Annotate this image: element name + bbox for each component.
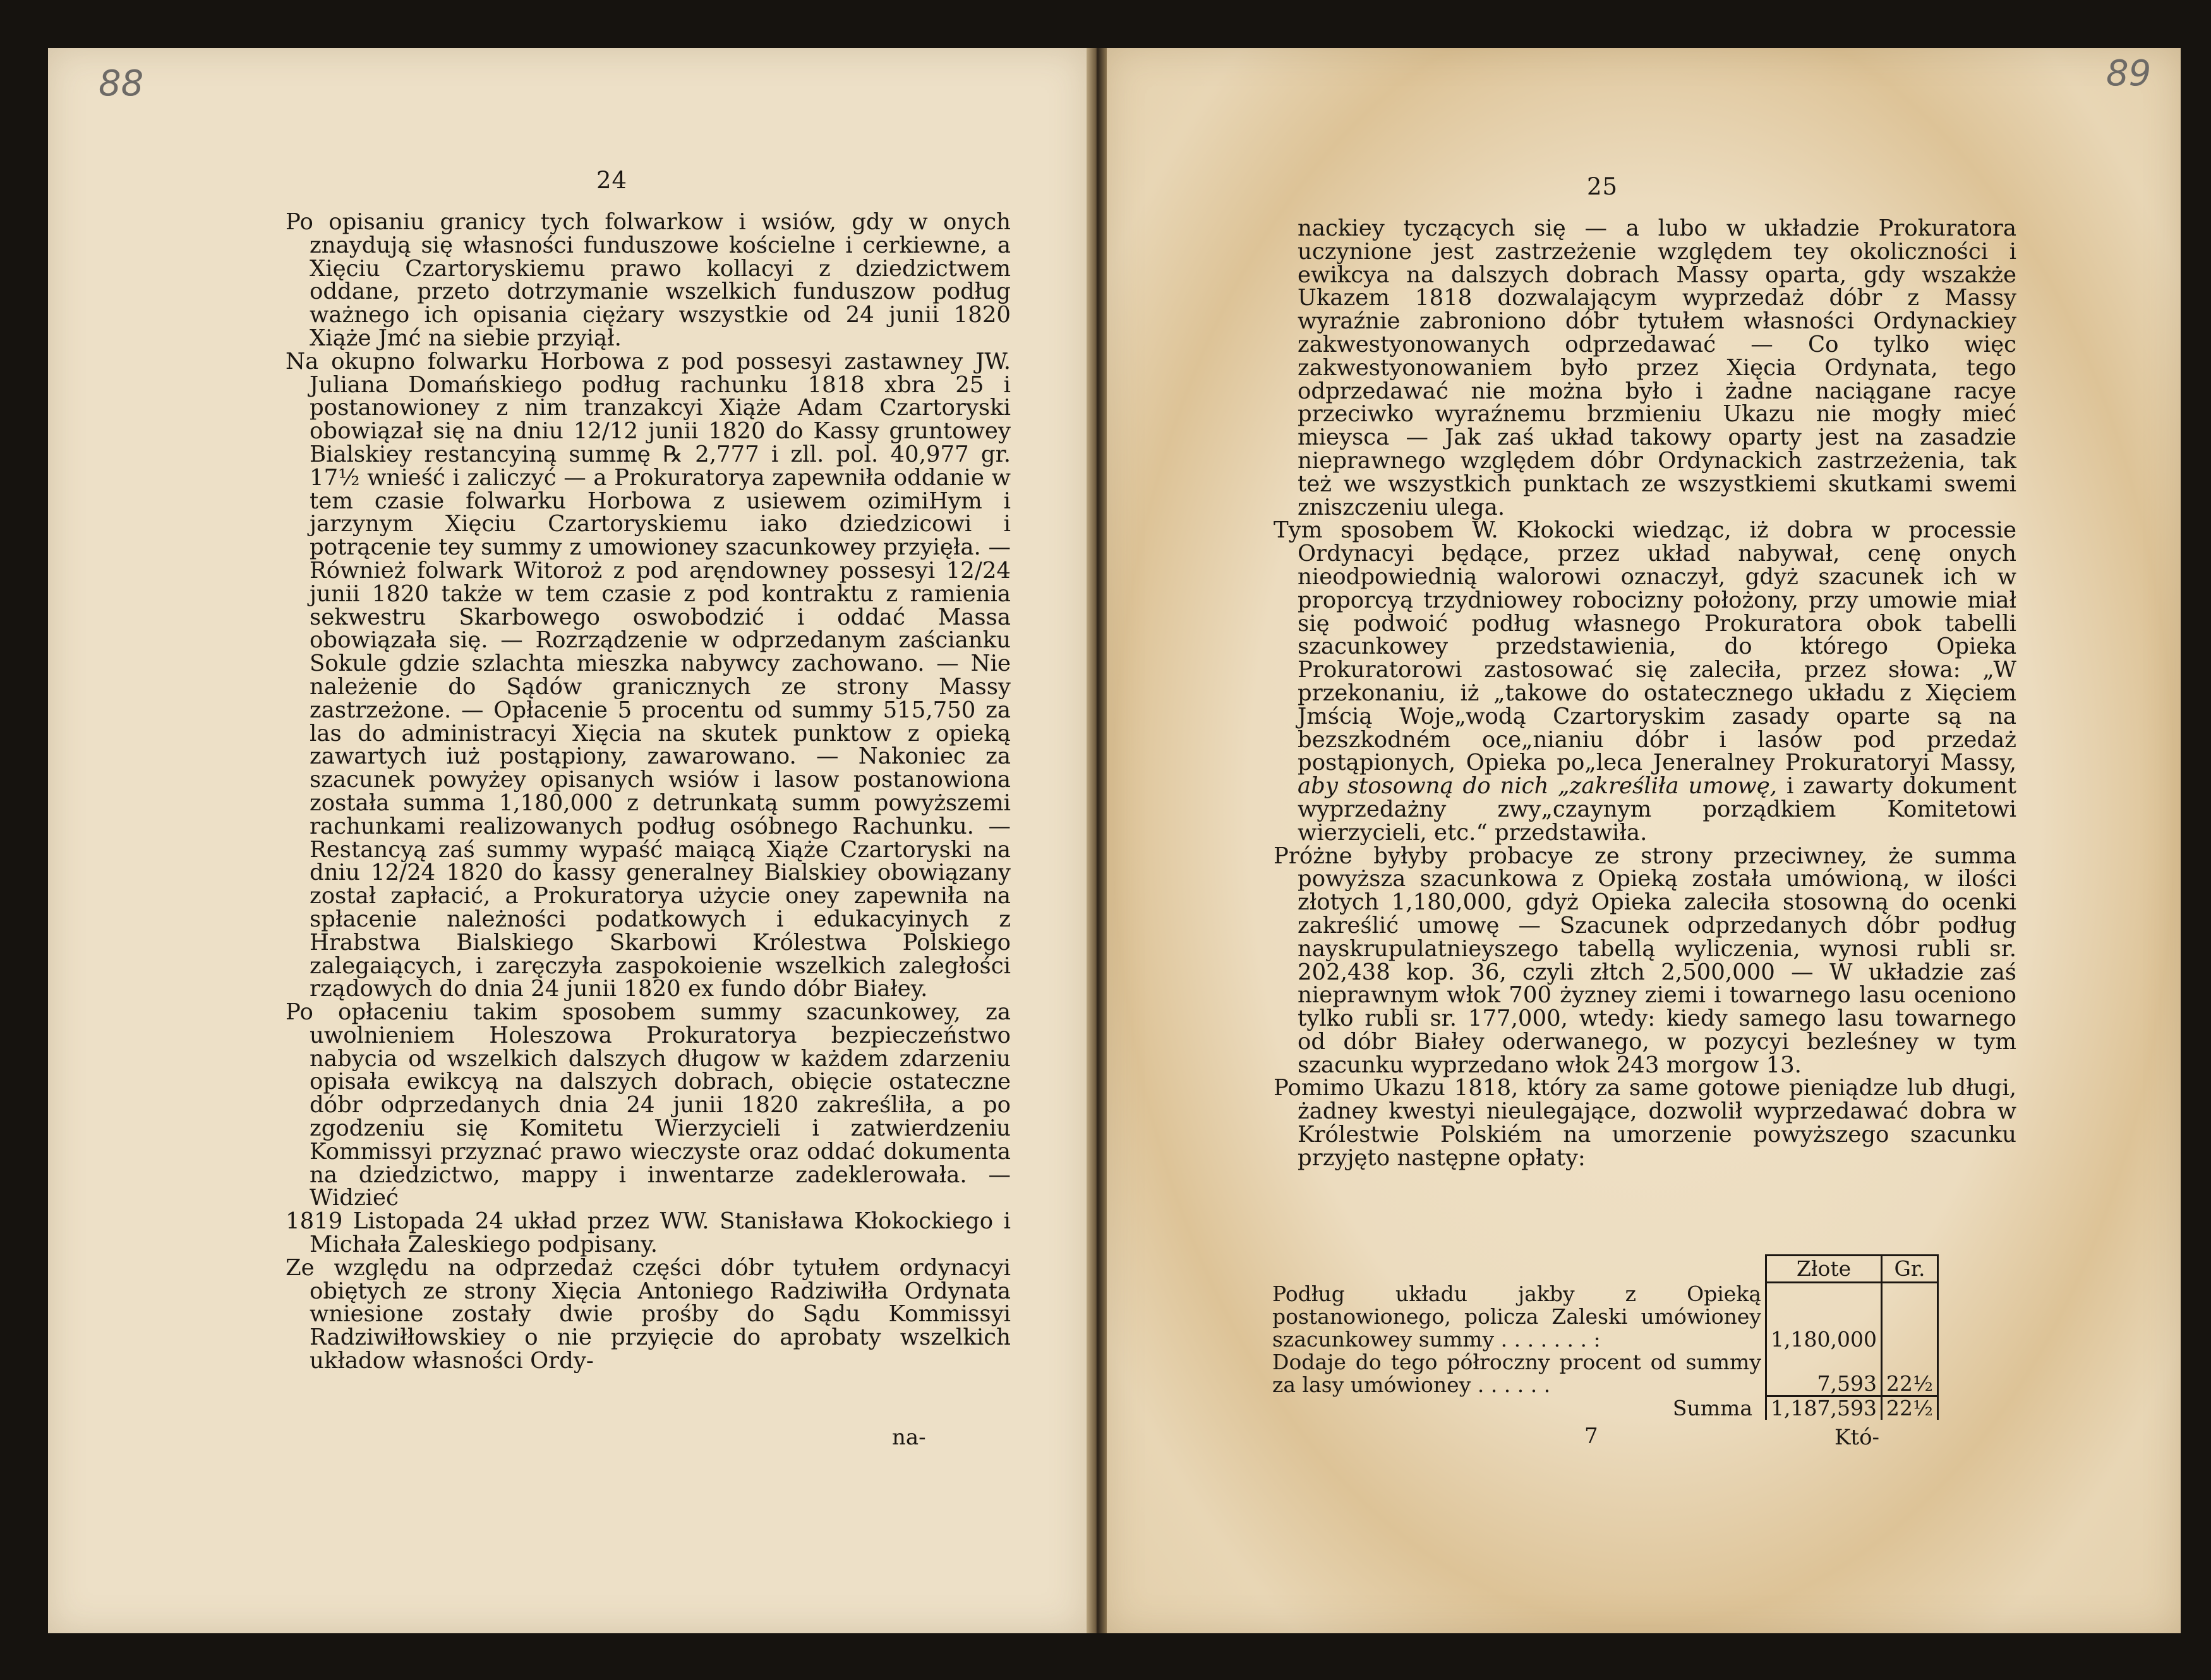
row-gr xyxy=(1881,1283,1937,1351)
right-body-text xyxy=(1274,217,2016,1170)
row-label: Dodaje do tego półroczny procent od summy za lasy umówioney . . . . . . xyxy=(1272,1349,1761,1397)
table-row xyxy=(1268,1351,1937,1396)
right-pencil-folio: 89 xyxy=(2106,53,2152,94)
row-zlote: 1,180,000 xyxy=(1766,1283,1882,1351)
book-gutter xyxy=(1087,48,1107,1633)
header-gr: Gr. xyxy=(1881,1256,1937,1283)
row-label: Summa xyxy=(1672,1396,1752,1420)
paragraph xyxy=(1274,519,2016,844)
payment-table xyxy=(1268,1254,1939,1420)
paragraph: 1819 Listopada 24 układ przez WW. Stanisława Kłokockiego i Michała Zaleskiego podpisany. xyxy=(286,1208,1011,1258)
row-gr: 22½ xyxy=(1881,1396,1937,1420)
left-pencil-folio: 88 xyxy=(99,63,144,104)
left-page-number: 24 xyxy=(596,167,628,194)
row-label: Podług układu jakby z Opieką postanowionego, policza Zaleski umówioney szacunkowey summy . . . . . . . : xyxy=(1272,1281,1761,1352)
left-page xyxy=(48,48,1087,1633)
paragraph-text: Tym sposobem W. Kłokocki wiedząc, iż dobra w processie Ordynacyi będące, przez układ nabywał, cenę onych nieodpowiednią walorowi oznaczył, gdyż szacunek ich w proporcyą trzydniowey robocizny położony, przy umowie miał się podwoić podług własnego Prokuratora obok tabelli szacunkowey przedstawienia, do którego Opieka Prokuratorowi zastosować się zaleciła, przez słowa: „W przekonaniu, iż „takowe do ostatecznego układu z Xięciem Jmścią Woje„wodą Czartoryskim zasady oparte są na bezszkodném oce„nianiu dóbr i lasów pod przedaż postąpionych, Opieka po„leca Jeneralney Prokuratoryi Massy, xyxy=(1274,517,2016,776)
paragraph: Po opisaniu granicy tych folwarkow i wsiów, gdy w onych znaydują się własności funduszowe kościelne i cerkiewne, a Xięciu Czartoryskiemu prawo kollacyi z dziedzictwem oddane, przeto dotrzymanie wszelkich funduszow podług ważnego ich opisania ciężary wszystkie od 24 junii 1820 Xiąże Jmć na siebie przyiął. xyxy=(286,209,1011,351)
header-zlote: Złote xyxy=(1766,1256,1882,1283)
right-page-number: 25 xyxy=(1587,173,1618,200)
paragraph: Pomimo Ukazu 1818, który za same gotowe pieniądze lub długi, żadney kwestyi nieulegające, dozwolił wyprzedawać dobra w Królestwie Polskiém na umorzenie powyższego szacunku przyjęto następne opłaty: xyxy=(1274,1075,2016,1171)
row-zlote: 1,187,593 xyxy=(1766,1396,1882,1420)
paragraph: Ze względu na odprzedaż części dóbr tytułem ordynacyi obiętych ze strony Xięcia Antoniego Radziwiłła Ordynata wniesione zostały dwie prośby do Sądu Kommissyi Radziwiłłowskiey o nie przyięcie do aprobaty wszelkich układow własności Ordy- xyxy=(286,1254,1011,1374)
paragraph: Próżne byłyby probacye ze strony przeciwney, że summa powyższa szacunkowa z Opieką została umówioną, w ilości złotych 1,180,000, gdyż Opieka zaleciła stosowną do ocenki zakreślić umowę — Szacunek odprzedanych dóbr podług nayskrupulatnieyszego tabellą wyliczenia, wynosi rubli sr. 202,438 kop. 36, czyli złtch 2,500,000 — W układzie zaś nieprawnym włok 700 żyzney ziemi i towarnego lasu oceniono tylko rubli sr. 177,000, wtedy: kiedy samego lasu towarnego od dóbr Białey oderwanego, w pozycyi bezleśney w tym szacunku wyprzedano włok 243 morgow 13. xyxy=(1274,843,2016,1078)
signature-mark: 7 xyxy=(1584,1424,1598,1449)
right-page xyxy=(1107,48,2181,1633)
left-catchword: na- xyxy=(892,1425,926,1450)
italic-quote: aby stosowną do nich „zakreśliła umowę, xyxy=(1298,773,1778,800)
row-gr: 22½ xyxy=(1881,1351,1937,1396)
paragraph: Na okupno folwarku Horbowa z pod possesyi zastawney JW. Juliana Domańskiego podług rachunku 1818 xbra 25 i postanowioney z nim tranzakcyi Xiąże Adam Czartoryski obowiązał się na dniu 12/12 junii 1820 do Kassy gruntowey Bialskiey restancyiną summę ℞ 2,777 i zll. pol. 40,977 gr. 17½ wnieść i zaliczyć — a Prokuratorya zapewniła oddanie w tem czasie folwarku Horbowa z usiewem ozimiНym i jarzynym Xięciu Czartoryskiemu iako dziedzicowi i potrącenie tey summy z umowioney szacunkowey przyięła. — Również folwark Witoroż z pod aręndowney possesyi 12/24 junii 1820 także w tem czasie z pod kontraktu z ramienia sekwestru Skarbowego oswobodzić i oddać Massa obowiązała się. — Rozrządzenie w odprzedanym zaścianku Sokule gdzie szlachta mieszka nabywcy zachowano. — Nie należenie do Sądów granicznych ze strony Massy zastrzeżone. — Opłacenie 5 procentu od summy 515,750 za las do administracyi Xięcia na skutek punktow z opieką zawartych iuż postąpiony, zawarowano. — Nakoniec za szacunek powyżey opisanych wsiów i lasow postanowiona została summa 1,180,000 z detrunkatą summ powyższemi rachunkami realizowanych podług osóbnego Rachunku. — Restancyą zaś summy wypaść maiącą Xiąże Czartoryski na dniu 12/24 1820 do kassy generalney Bialskiey obowiązany został zapłacić, a Prokuratorya użycie oney zapewniła na spłacenie należności podatkowych i edukacyinych z Hrabstwa Bialskiego Skarbowi Królestwa Polskiego zalegaiących, i zaręczyła zaspokoienie wszelkich zaległości rządowych do dnia 24 junii 1820 ex fundo dóbr Białey. xyxy=(286,348,1011,1002)
paragraph: nackiey tyczących się — a lubo w układzie Prokuratora uczynione jest zastrzeżenie względem tey okoliczności i ewikcya na dalszych dobrach Massy oparta, gdy wszakże Ukazem 1818 dozwalającym wyprzedaż dóbr z Massy wyraźnie zabroniono dóbr tytułem własności Ordynackiey zakwestyonowanych odprzedawać — Co tylko więc zakwestyonowaniem było przez Xięcia Ordynata, tego odprzedawać nie można było i żadne naciągane racye przeciwko wyraźnemu brzmieniu Ukazu nie mogły mieć mieysca — Jak zaś układ takowy oparty jest na zasadzie nieprawnego względem dóbr Ordynackich zastrzeżenia, tak też we wszystkich punktach ze wszystkiemi skutkami swemi zniszczeniu ulega. xyxy=(1298,215,2016,520)
left-body-text xyxy=(286,211,1011,1373)
table-row-summa xyxy=(1268,1396,1937,1420)
table-row xyxy=(1268,1283,1937,1351)
row-zlote: 7,593 xyxy=(1766,1351,1882,1396)
quote-tail: i zawarty dokument wyprzedażny zwy„czaynym porządkiem Komitetowi wierzycieli, etc.“ przedstawiła. xyxy=(1298,773,2016,846)
paragraph: Po opłaceniu takim sposobem summy szacunkowey, za uwolnieniem Holeszowa Prokuratorya bezpieczeństwo nabycia od wszelkich dalszych długow w każdem zdarzeniu opisała ewikcyą na dalszych dobrach, obięcie ostateczne dóbr odprzedanych dnia 24 junii 1820 zakreśliła, a po zgodzeniu się Komitetu Wierzycieli i zatwierdzeniu Kommissyi przyznać prawo wieczyste oraz oddać dokumenta na dziedzictwo, mappy i inwentarze zadeklerowała. — Widzieć xyxy=(286,999,1011,1211)
right-catchword: Któ- xyxy=(1834,1425,1880,1450)
